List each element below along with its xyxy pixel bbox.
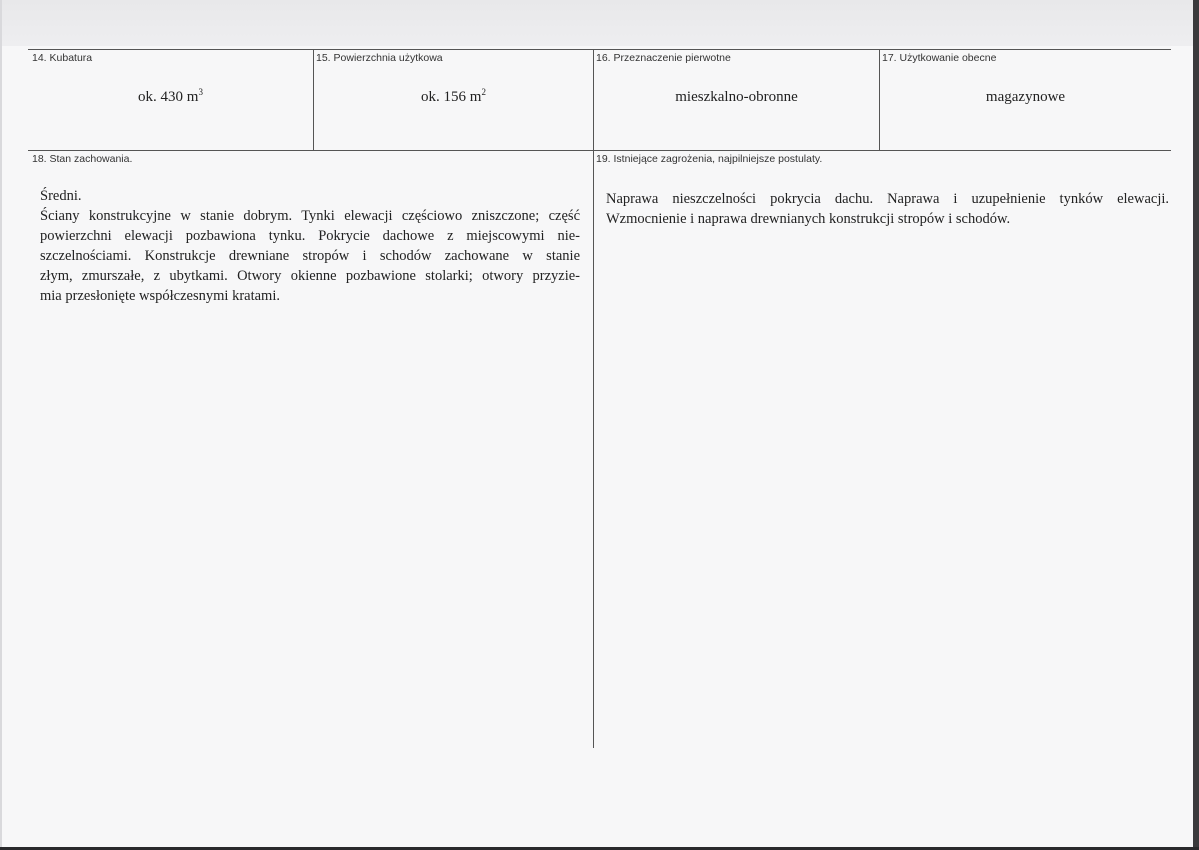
stan-line: szczelnościami. Konstrukcje drewniane stropów i schodów zachowane w stanie — [40, 248, 580, 264]
scan-right-edge — [1193, 0, 1199, 850]
powierzchnia-label: 15. Powierzchnia użytkowa — [316, 52, 443, 64]
zagrozenia-line: Wzmocnienie i naprawa drewnianych konstrukcji stropów i schodów. — [606, 211, 1011, 227]
przeznaczenie-value: mieszkalno-obronne — [675, 89, 798, 105]
powierzchnia-value — [314, 89, 593, 106]
powierzchnia-number: ok. 156 m — [421, 89, 482, 105]
uzytkowanie-value: magazynowe — [985, 89, 1066, 105]
stan-label: 18. Stan zachowania. — [32, 153, 133, 165]
zagrozenia-label: 19. Istniejące zagrożenia, najpilniejsze postulaty. — [596, 153, 823, 165]
kubatura-unit-exponent: 3 — [198, 87, 203, 97]
kubatura-number: ok. 430 m — [138, 89, 199, 105]
stan-line: powierzchni elewacji pozbawiona tynku. Pokrycie dachowe z miejscowymi nie- — [40, 228, 580, 244]
zagrozenia-text — [606, 189, 1169, 229]
divider-15-16 — [593, 49, 594, 748]
stan-line: Średni. — [40, 188, 82, 204]
row1-top-border — [28, 49, 1171, 50]
row2-top-border — [28, 150, 1171, 151]
powierzchnia-unit-exponent: 2 — [481, 87, 486, 97]
przeznaczenie-label: 16. Przeznaczenie pierwotne — [596, 52, 731, 64]
uzytkowanie-label: 17. Użytkowanie obecne — [882, 52, 997, 64]
kubatura-label: 14. Kubatura — [32, 52, 93, 64]
kubatura-value — [28, 89, 313, 106]
stan-line: mia przesłonięte współczesnymi kratami. — [40, 288, 280, 304]
stan-line: złym, zmurszałe, z ubytkami. Otwory okienne pozbawione stolarki; otwory przyzie- — [40, 268, 580, 284]
stan-text — [40, 186, 580, 306]
form-sheet — [2, 0, 1195, 848]
scan-top-margin — [2, 0, 1195, 46]
zagrozenia-line: Naprawa nieszczelności pokrycia dachu. Naprawa i uzupełnienie tynków elewacji. — [606, 191, 1169, 207]
stan-line: Ściany konstrukcyjne w stanie dobrym. Tynki elewacji częściowo zniszczone; część — [40, 208, 580, 224]
